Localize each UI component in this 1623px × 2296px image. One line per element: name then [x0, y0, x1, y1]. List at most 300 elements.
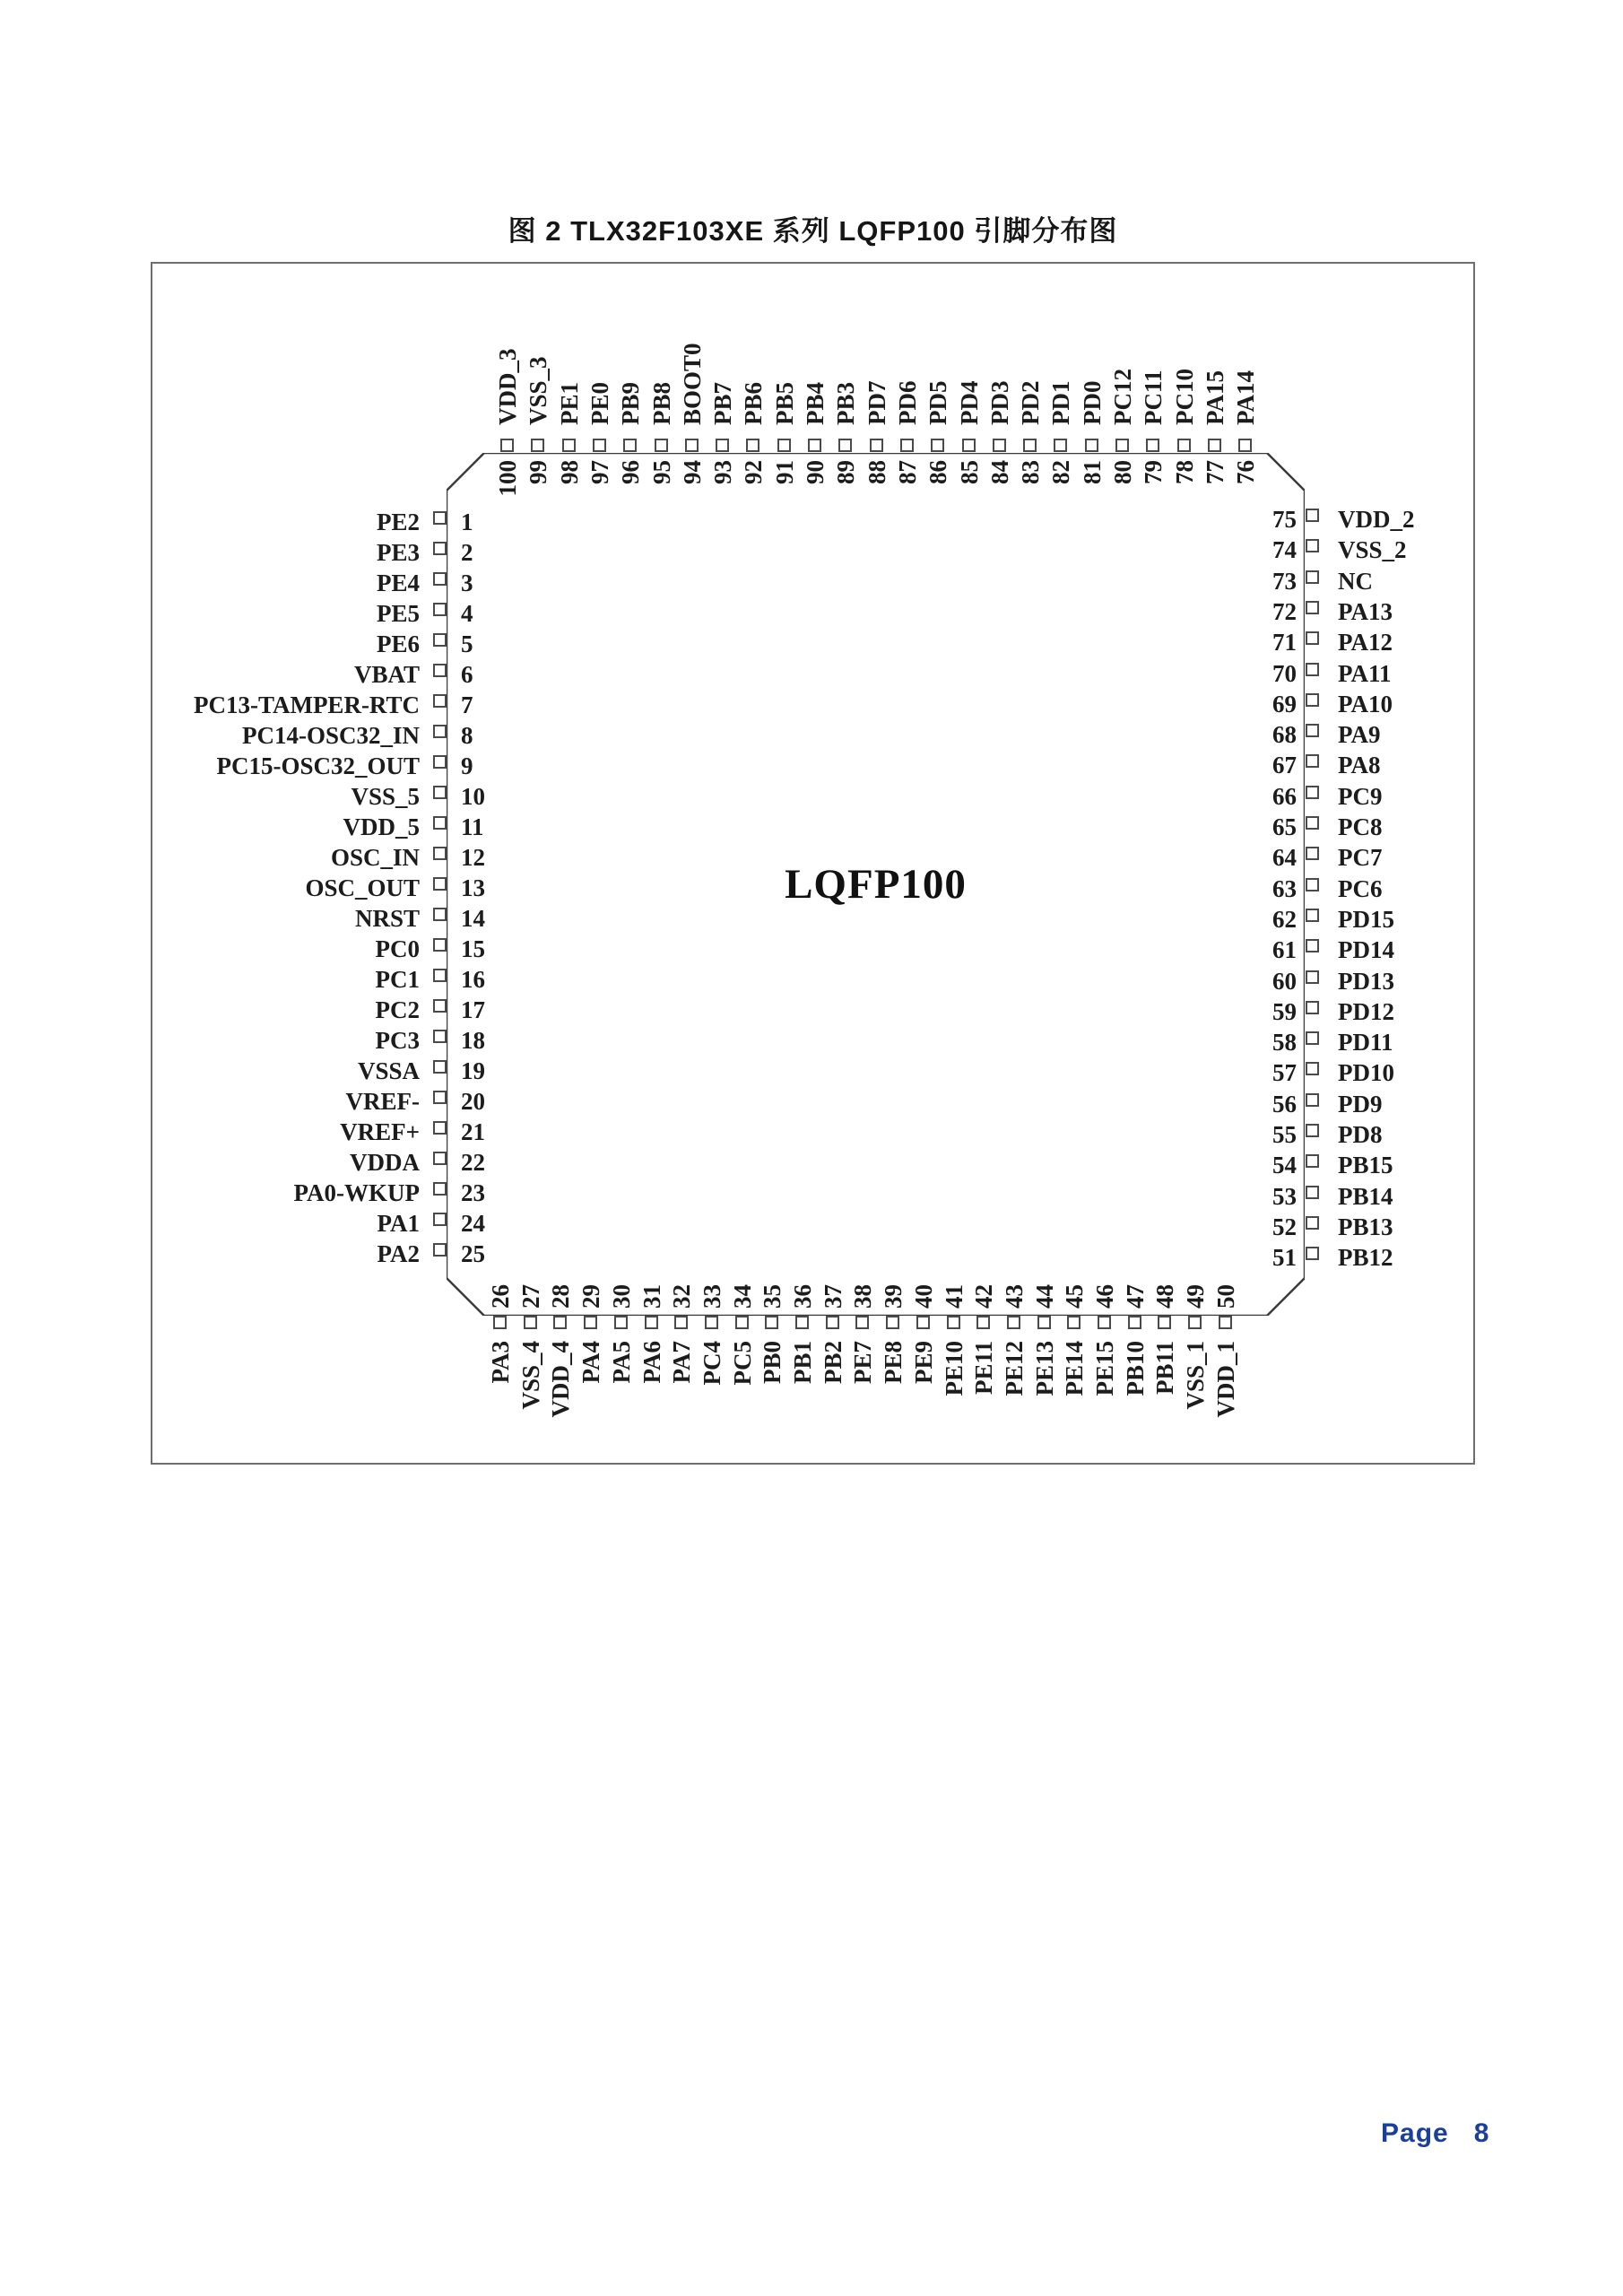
pin-label: VDDA: [350, 1149, 420, 1176]
pin-label: PD0: [1078, 380, 1106, 425]
pin-square: [1306, 1247, 1319, 1260]
pin-label: PC15-OSC32_OUT: [216, 752, 420, 779]
pin-label: VDD_1: [1211, 1341, 1239, 1418]
pin-label: PB2: [819, 1341, 846, 1385]
pin-square: [433, 511, 447, 525]
pin-number: 19: [461, 1057, 485, 1084]
pin-label: VREF-: [345, 1088, 420, 1115]
pin-square: [1306, 847, 1319, 860]
pin-square: [1128, 1316, 1141, 1329]
pin-square: [433, 542, 447, 555]
pin-label: PB8: [647, 381, 675, 425]
pin-label: PB13: [1338, 1213, 1393, 1240]
pin-square: [1306, 970, 1319, 984]
pin-label: PA13: [1338, 597, 1393, 625]
pin-label: PA11: [1338, 659, 1392, 687]
pin-label: VSS_5: [351, 783, 420, 810]
pin-square: [433, 786, 447, 799]
pin-label: VDD_3: [494, 348, 521, 425]
pin-number: 65: [1272, 813, 1297, 840]
pin-square: [493, 1316, 507, 1329]
pin-number: 35: [759, 1284, 786, 1309]
pin-number: 85: [955, 460, 983, 484]
pin-square: [1238, 439, 1252, 452]
pin-number: 20: [461, 1088, 485, 1115]
pin-number: 9: [461, 752, 473, 779]
pin-square: [1115, 439, 1129, 452]
pin-number: 29: [577, 1284, 605, 1309]
pin-label: PC13-TAMPER-RTC: [193, 691, 420, 718]
pin-number: 82: [1047, 460, 1075, 484]
pin-label: VBAT: [353, 661, 420, 688]
pin-label: PD11: [1338, 1029, 1393, 1057]
pin-square: [1146, 439, 1159, 452]
pin-square: [433, 1152, 447, 1165]
pin-label: PB12: [1338, 1244, 1393, 1272]
pin-square: [1306, 693, 1319, 707]
pin-label: PE5: [376, 600, 420, 627]
pin-square: [1306, 1154, 1319, 1168]
pin-number: 25: [461, 1240, 485, 1267]
pin-number: 2: [461, 539, 473, 566]
pin-label: NC: [1338, 567, 1373, 595]
pin-label: PB5: [770, 381, 798, 425]
pin-number: 90: [802, 460, 829, 484]
pin-square: [916, 1316, 930, 1329]
pin-number: 100: [494, 460, 521, 497]
pin-number: 60: [1272, 967, 1297, 995]
pin-number: 16: [461, 966, 485, 993]
pin-number: 55: [1272, 1121, 1297, 1148]
pin-label: PE6: [376, 631, 420, 657]
pin-label: OSC_OUT: [305, 874, 420, 901]
pin-square: [931, 439, 944, 452]
pin-label: PA4: [577, 1341, 605, 1384]
pin-number: 68: [1272, 721, 1297, 749]
pin-label: PE14: [1061, 1341, 1089, 1396]
pin-label: PC8: [1338, 813, 1383, 840]
pin-square: [1306, 939, 1319, 952]
pin-number: 74: [1272, 536, 1297, 564]
pin-label: BOOT0: [678, 343, 706, 425]
pin-label: PD6: [893, 380, 921, 425]
pin-number: 51: [1272, 1244, 1297, 1272]
pin-square: [1306, 1062, 1319, 1075]
pin-square: [433, 908, 447, 921]
pin-label: PC5: [728, 1341, 756, 1386]
pin-label: PE8: [880, 1341, 907, 1385]
pin-square: [1007, 1316, 1020, 1329]
pin-square: [1054, 439, 1067, 452]
pin-number: 93: [709, 460, 737, 484]
pin-number: 70: [1272, 659, 1297, 687]
pin-label: PA3: [487, 1341, 514, 1384]
pin-square: [1306, 1124, 1319, 1137]
pin-square: [1306, 663, 1319, 676]
pin-number: 91: [770, 460, 798, 484]
pin-number: 30: [607, 1284, 635, 1309]
pin-square: [1208, 439, 1221, 452]
pin-square: [1219, 1316, 1232, 1329]
pin-number: 40: [909, 1284, 937, 1309]
pin-number: 26: [487, 1284, 514, 1309]
pin-label: PC11: [1140, 370, 1167, 425]
pin-square: [433, 1243, 447, 1257]
pin-square: [433, 603, 447, 616]
pin-number: 42: [970, 1284, 998, 1309]
pin-square: [1306, 1186, 1319, 1199]
pin-number: 73: [1272, 567, 1297, 595]
pin-number: 58: [1272, 1029, 1297, 1057]
pin-square: [838, 439, 852, 452]
pin-number: 94: [678, 460, 706, 484]
pin-number: 69: [1272, 690, 1297, 718]
pin-number: 1: [461, 509, 473, 535]
pin-number: 64: [1272, 844, 1297, 872]
pin-label: PA14: [1232, 370, 1260, 425]
pin-label: PC4: [698, 1341, 725, 1386]
pin-label: PB9: [617, 381, 645, 425]
pin-square: [1306, 816, 1319, 830]
pin-square: [886, 1316, 899, 1329]
pin-square: [433, 1060, 447, 1074]
pin-number: 41: [940, 1284, 968, 1309]
pin-number: 75: [1272, 506, 1297, 533]
package-name-label: LQFP100: [785, 861, 967, 908]
pin-label: VSSA: [357, 1057, 420, 1084]
pin-label: PE3: [376, 539, 420, 566]
pin-number: 84: [985, 460, 1013, 484]
figure-title: 图 2 TLX32F103XE 系列 LQFP100 引脚分布图: [508, 215, 1118, 247]
pin-square: [947, 1316, 960, 1329]
pin-square: [705, 1316, 718, 1329]
footer-spacer: [1449, 2118, 1474, 2149]
pin-label: VDD_5: [343, 813, 420, 840]
pin-label: PE13: [1030, 1341, 1058, 1396]
pin-number: 63: [1272, 874, 1297, 902]
pin-number: 43: [1000, 1284, 1028, 1309]
pin-number: 15: [461, 935, 485, 962]
pin-square: [500, 439, 514, 452]
pin-number: 72: [1272, 597, 1297, 625]
pin-square: [1306, 724, 1319, 737]
pin-label: PA12: [1338, 629, 1393, 657]
pin-label: OSC_IN: [330, 844, 420, 871]
pin-number: 12: [461, 844, 485, 871]
pin-square: [716, 439, 729, 452]
pin-square: [433, 694, 447, 708]
pin-square: [433, 755, 447, 769]
pin-label: PD2: [1017, 380, 1045, 425]
pin-label: PA7: [668, 1341, 696, 1384]
pin-number: 71: [1272, 629, 1297, 657]
pin-square: [1023, 439, 1037, 452]
pin-number: 81: [1078, 460, 1106, 484]
pin-label: PD5: [924, 380, 952, 425]
pin-square: [433, 847, 447, 860]
pin-number: 31: [638, 1284, 665, 1309]
pin-square: [1098, 1316, 1111, 1329]
pin-number: 61: [1272, 936, 1297, 964]
pin-square: [1306, 909, 1319, 922]
footer-page-label: Page: [1381, 2118, 1449, 2148]
pin-label: PA8: [1338, 752, 1381, 779]
pin-square: [1306, 786, 1319, 799]
pin-label: NRST: [354, 905, 420, 932]
pin-label: PD14: [1338, 936, 1394, 964]
footer-page-number: 8: [1473, 2118, 1490, 2148]
pin-number: 99: [525, 460, 552, 484]
pin-number: 34: [728, 1284, 756, 1309]
pin-number: 62: [1272, 905, 1297, 933]
pin-label: PB0: [759, 1341, 786, 1385]
pin-number: 98: [555, 460, 583, 484]
pin-square: [1306, 878, 1319, 891]
pin-number: 96: [617, 460, 645, 484]
pin-square: [1188, 1316, 1202, 1329]
pin-square: [645, 1316, 658, 1329]
pin-number: 79: [1140, 460, 1167, 484]
pin-number: 36: [789, 1284, 816, 1309]
pin-label: PC3: [375, 1027, 420, 1054]
pin-label: PD12: [1338, 997, 1394, 1025]
pin-number: 78: [1170, 460, 1198, 484]
pin-label: PE2: [376, 509, 420, 535]
pin-square: [433, 816, 447, 830]
pin-square: [1177, 439, 1191, 452]
pin-label: PA9: [1338, 721, 1381, 749]
pin-label: VREF+: [340, 1118, 420, 1145]
pin-square: [870, 439, 883, 452]
pin-square: [1037, 1316, 1051, 1329]
pin-number: 46: [1091, 1284, 1118, 1309]
pin-label: PB11: [1151, 1341, 1179, 1396]
pin-square: [433, 572, 447, 586]
pin-number: 49: [1182, 1284, 1210, 1309]
pin-number: 33: [698, 1284, 725, 1309]
pin-label: PE15: [1091, 1341, 1118, 1396]
pin-square: [826, 1316, 839, 1329]
pin-number: 45: [1061, 1284, 1089, 1309]
pin-square: [855, 1316, 869, 1329]
pin-square: [531, 439, 544, 452]
pin-number: 32: [668, 1284, 696, 1309]
pin-number: 38: [849, 1284, 877, 1309]
pin-square: [433, 1213, 447, 1226]
pin-label: PB15: [1338, 1152, 1393, 1179]
pin-label: PC2: [375, 996, 420, 1023]
pin-label: VDD_2: [1338, 506, 1415, 533]
pin-label: PA5: [607, 1341, 635, 1384]
pin-square: [1306, 1093, 1319, 1107]
pin-square: [433, 664, 447, 677]
pin-label: PE4: [376, 570, 420, 596]
pin-square: [433, 1030, 447, 1043]
pin-label: PC14-OSC32_IN: [241, 722, 420, 749]
pin-number: 7: [461, 691, 473, 718]
pin-number: 89: [832, 460, 860, 484]
pin-label: VSS_4: [516, 1341, 544, 1410]
pin-label: PD3: [985, 380, 1013, 425]
pin-label: PA15: [1201, 370, 1228, 425]
pin-square: [993, 439, 1006, 452]
pin-square: [433, 633, 447, 647]
pin-number: 48: [1151, 1284, 1179, 1309]
pin-square: [433, 1091, 447, 1104]
pin-number: 95: [647, 460, 675, 484]
pin-number: 54: [1272, 1152, 1297, 1179]
pin-number: 66: [1272, 782, 1297, 810]
pin-label: PD13: [1338, 967, 1394, 995]
pin-square: [1306, 601, 1319, 614]
pin-label: PA0-WKUP: [293, 1179, 420, 1206]
pin-number: 88: [863, 460, 890, 484]
pin-square: [433, 725, 447, 738]
pin-number: 28: [547, 1284, 575, 1309]
pin-label: PD10: [1338, 1059, 1394, 1087]
pin-label: PC0: [375, 935, 420, 962]
pin-number: 39: [880, 1284, 907, 1309]
pin-number: 56: [1272, 1090, 1297, 1118]
pin-square: [808, 439, 821, 452]
pin-number: 57: [1272, 1059, 1297, 1087]
pin-number: 22: [461, 1149, 485, 1176]
pin-square: [1085, 439, 1098, 452]
pin-number: 24: [461, 1210, 485, 1237]
pin-number: 76: [1232, 460, 1260, 484]
pin-square: [593, 439, 606, 452]
pin-label: PB10: [1121, 1341, 1149, 1396]
pin-number: 92: [740, 460, 768, 484]
pin-label: PC10: [1170, 369, 1198, 425]
pin-square: [623, 439, 637, 452]
pin-square: [962, 439, 976, 452]
pin-number: 86: [924, 460, 952, 484]
pin-label: VSS_2: [1338, 536, 1407, 564]
pin-square: [524, 1316, 537, 1329]
pin-label: PC1: [375, 966, 420, 993]
pin-square: [1306, 539, 1319, 552]
pin-square: [433, 1182, 447, 1196]
pin-number: 53: [1272, 1182, 1297, 1210]
pin-square: [553, 1316, 567, 1329]
pin-square: [735, 1316, 749, 1329]
pin-square: [1306, 509, 1319, 522]
pin-number: 8: [461, 722, 473, 749]
pin-label: PE7: [849, 1341, 877, 1385]
pin-number: 87: [893, 460, 921, 484]
pin-square: [562, 439, 576, 452]
pin-square: [1306, 631, 1319, 645]
pin-label: PD8: [1338, 1121, 1383, 1148]
pin-square: [746, 439, 759, 452]
pin-number: 59: [1272, 997, 1297, 1025]
pin-number: 80: [1109, 460, 1136, 484]
pin-number: 17: [461, 996, 485, 1023]
pin-number: 23: [461, 1179, 485, 1206]
pin-number: 6: [461, 661, 473, 688]
pin-label: PC6: [1338, 874, 1383, 902]
pin-number: 10: [461, 783, 485, 810]
pin-label: PD15: [1338, 905, 1394, 933]
pin-label: PB1: [789, 1341, 816, 1385]
pin-number: 14: [461, 905, 485, 932]
pin-label: PC7: [1338, 844, 1383, 872]
pin-label: PD1: [1047, 380, 1075, 425]
pin-label: PD9: [1338, 1090, 1383, 1118]
pin-square: [1158, 1316, 1171, 1329]
pin-square: [433, 1121, 447, 1135]
pin-square: [900, 439, 914, 452]
pin-number: 5: [461, 631, 473, 657]
pin-number: 44: [1030, 1284, 1058, 1309]
pin-label: PE11: [970, 1341, 998, 1396]
pin-number: 77: [1201, 460, 1228, 484]
pin-label: PB6: [740, 381, 768, 425]
pin-label: PC9: [1338, 782, 1383, 810]
pin-square: [795, 1316, 809, 1329]
pin-label: PA1: [377, 1210, 420, 1237]
pin-square: [777, 439, 791, 452]
pin-number: 13: [461, 874, 485, 901]
pin-label: PA2: [377, 1240, 420, 1267]
pin-number: 37: [819, 1284, 846, 1309]
pin-label: VSS_3: [525, 356, 552, 425]
pin-square: [1067, 1316, 1081, 1329]
pin-label: PB3: [832, 381, 860, 425]
pin-number: 83: [1017, 460, 1045, 484]
pin-number: 52: [1272, 1213, 1297, 1240]
pin-square: [433, 999, 447, 1013]
pin-label: PE9: [909, 1341, 937, 1385]
pin-number: 3: [461, 570, 473, 596]
pin-square: [1306, 570, 1319, 584]
pin-square: [976, 1316, 990, 1329]
pin-square: [433, 969, 447, 982]
pin-number: 27: [516, 1284, 544, 1309]
pin-square: [685, 439, 699, 452]
pin-label: PB14: [1338, 1182, 1393, 1210]
pin-label: VSS_1: [1182, 1341, 1210, 1410]
pin-label: PD4: [955, 380, 983, 425]
pin-number: 50: [1211, 1284, 1239, 1309]
pin-label: PB4: [802, 381, 829, 425]
pin-square: [1306, 754, 1319, 768]
pin-label: PA10: [1338, 690, 1393, 718]
pin-label: PC12: [1109, 369, 1136, 425]
pin-number: 21: [461, 1118, 485, 1145]
pin-number: 4: [461, 600, 473, 627]
pin-label: PE10: [940, 1341, 968, 1396]
pin-square: [674, 1316, 688, 1329]
pin-square: [433, 877, 447, 891]
page-footer: [1381, 2118, 1489, 2149]
pin-square: [1306, 1031, 1319, 1045]
pin-number: 47: [1121, 1284, 1149, 1309]
pin-label: PD7: [863, 380, 890, 425]
pin-label: PE12: [1000, 1341, 1028, 1396]
pin-square: [655, 439, 668, 452]
pin-label: PE1: [555, 381, 583, 425]
pin-square: [584, 1316, 597, 1329]
pin-number: 18: [461, 1027, 485, 1054]
pin-number: 11: [461, 813, 484, 840]
pin-square: [1306, 1001, 1319, 1014]
pin-square: [614, 1316, 628, 1329]
pin-label: PA6: [638, 1341, 665, 1384]
pin-number: 67: [1272, 752, 1297, 779]
pin-number: 97: [586, 460, 613, 484]
